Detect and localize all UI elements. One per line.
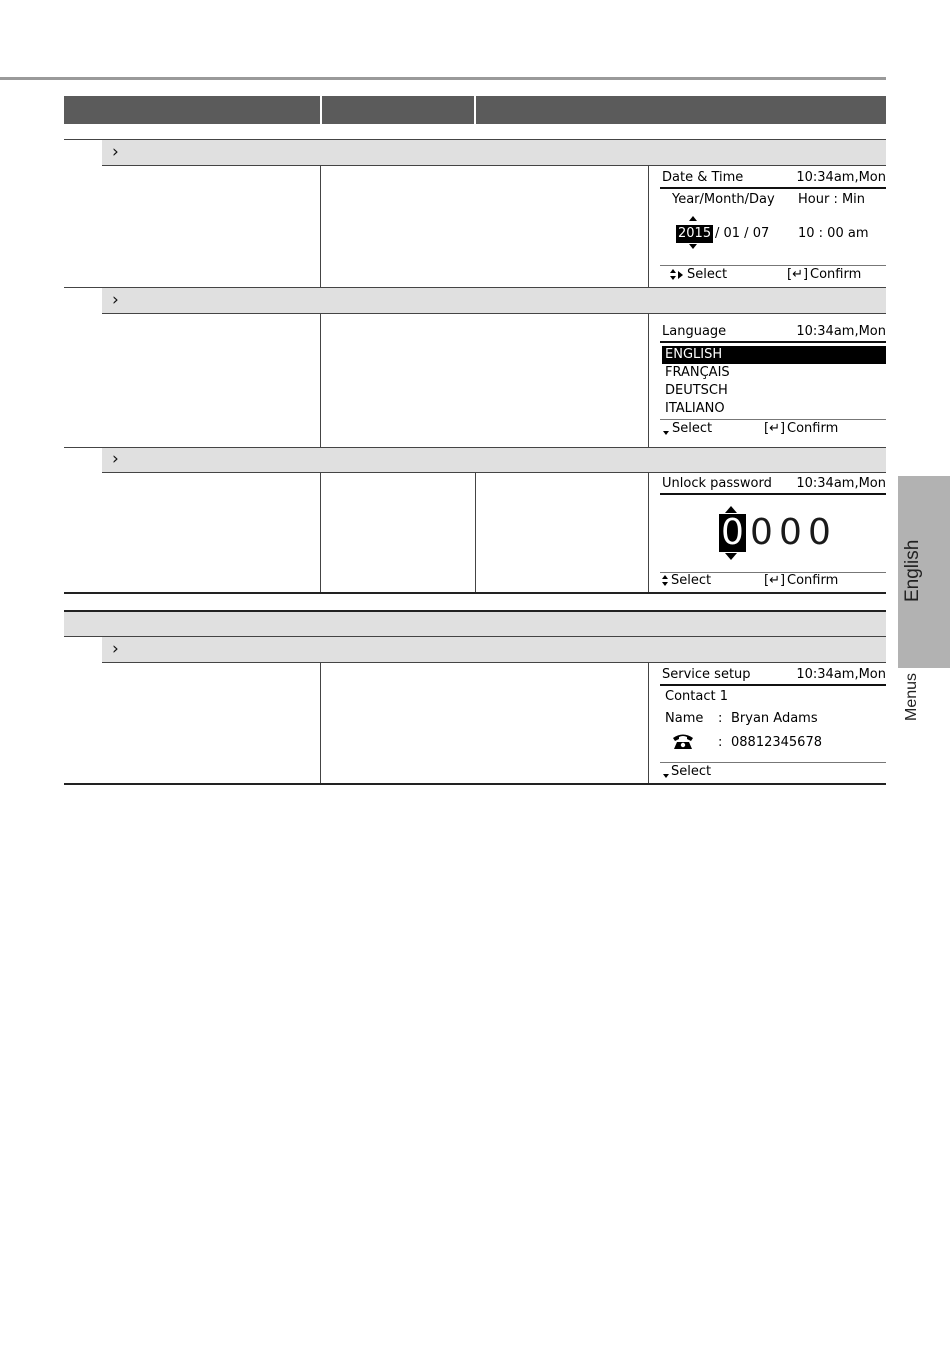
section-heading [64,612,886,636]
select-hint: Select [671,573,712,588]
down-arrow-icon [689,244,697,249]
chevron-right-icon: › [112,449,119,469]
down-arrow-icon [663,774,669,778]
row-rule [102,472,886,473]
language-option[interactable]: FRANÇAIS [665,365,730,380]
enter-key-icon: [↵] [764,573,786,588]
screen-footer-rule [660,419,886,420]
column-divider [320,166,321,287]
confirm-hint: Confirm [787,573,839,588]
time-field[interactable]: 10 : 00 am [798,226,869,241]
top-rule [0,77,886,80]
password-screen [660,474,886,590]
screen-header [660,170,886,189]
password-digit[interactable]: 0 [808,512,831,553]
enter-key-icon: [↵] [787,267,809,282]
telephone-icon [672,732,694,750]
screen-footer-rule [660,762,886,763]
screen-clock: 10:34am,Mon [796,170,886,185]
screen-header [660,476,886,495]
screen-clock: 10:34am,Mon [796,476,886,491]
select-hint: Select [672,421,713,436]
month-day-field[interactable]: / 01 / 07 [715,226,770,241]
chevron-right-icon: › [112,290,119,310]
header-divider [320,96,322,124]
row-heading-language [102,288,886,313]
up-arrow-icon [689,216,697,221]
up-down-right-icon [670,268,684,282]
year-field[interactable]: 2015 [678,226,712,241]
row-heading-password [102,448,886,472]
name-value[interactable]: Bryan Adams [731,711,818,726]
chevron-right-icon: › [112,639,119,659]
password-digit[interactable]: 0 [750,512,773,553]
screen-clock: 10:34am,Mon [796,324,886,339]
screen-title: Date & Time [662,170,744,185]
down-arrow-icon [725,553,737,560]
select-hint: Select [671,764,712,779]
column-divider [648,473,649,592]
row-rule [102,662,886,663]
section-end-rule [64,783,886,785]
contact-label: Contact 1 [665,689,728,704]
phone-value[interactable]: 08812345678 [731,735,822,750]
header-divider [474,96,476,124]
screen-footer-rule [660,265,886,266]
side-tab-language: English [902,539,923,602]
column-divider [648,663,649,784]
language-option[interactable]: ITALIANO [665,401,725,416]
language-option[interactable]: ENGLISH [662,346,886,364]
row-rule [102,313,886,314]
screen-clock: 10:34am,Mon [796,667,886,682]
chevron-right-icon: › [112,142,119,162]
service-setup-screen [660,665,886,783]
screen-title: Language [662,324,727,339]
row-rule [102,165,886,166]
confirm-hint: Confirm [810,267,862,282]
confirm-hint: Confirm [787,421,839,436]
column-divider [320,663,321,784]
date-time-screen [660,168,886,286]
enter-key-icon: [↵] [764,421,786,436]
down-arrow-icon [663,431,669,435]
language-screen [660,322,886,444]
colon: : [718,711,723,726]
time-format-label: Hour : Min [798,192,866,207]
column-divider [320,314,321,447]
screen-title: Service setup [662,667,751,682]
password-digit[interactable]: 0 [779,512,802,553]
column-divider [648,166,649,287]
screen-header [660,667,886,686]
date-format-label: Year/Month/Day [672,192,775,207]
colon: : [718,735,723,750]
side-tab-section: Menus [903,672,920,721]
section-end-rule [64,592,886,594]
row-heading-date [102,140,886,165]
column-divider [475,473,476,592]
row-heading-service [102,637,886,662]
language-option[interactable]: DEUTSCH [665,383,728,398]
select-hint: Select [687,267,728,282]
screen-header [660,324,886,343]
password-digit[interactable]: 0 [721,512,744,553]
name-label: Name [665,711,704,726]
column-divider [320,473,321,592]
screen-title: Unlock password [662,476,772,491]
column-divider [648,314,649,447]
